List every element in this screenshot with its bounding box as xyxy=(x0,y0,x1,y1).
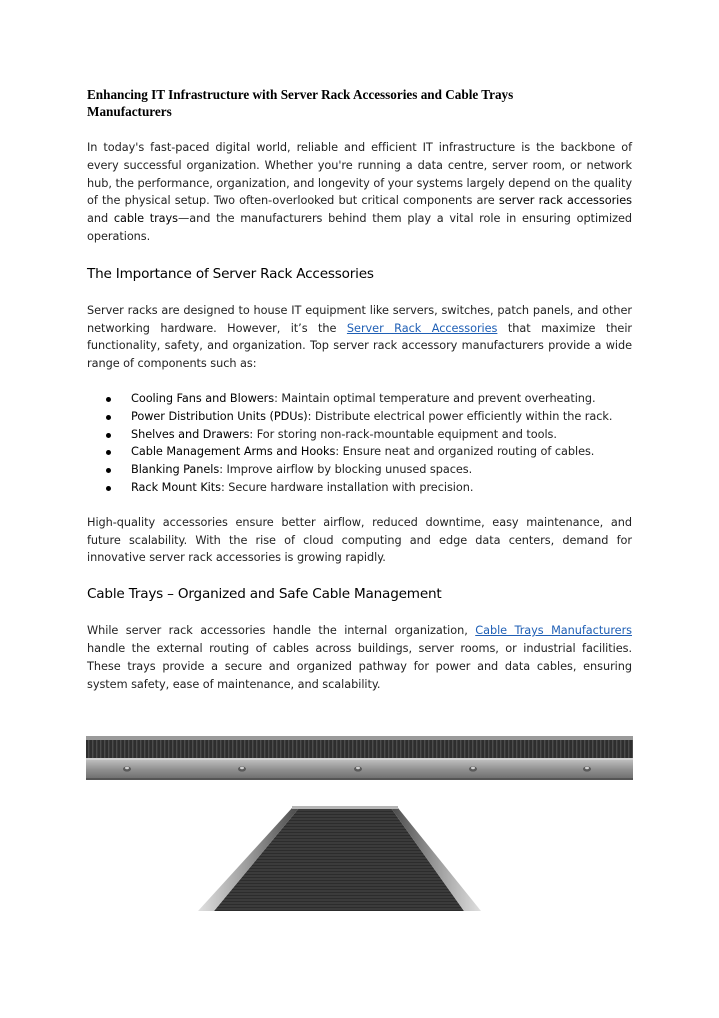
list-item-desc: : Ensure neat and organized routing of cables. xyxy=(335,445,595,459)
list-item xyxy=(87,479,632,497)
server-rack-accessories-link[interactable]: Server Rack Accessories xyxy=(346,321,498,335)
cable-trays-text-a: While server rack accessories handle the internal organization, xyxy=(87,624,476,638)
list-item xyxy=(87,408,632,426)
intro-text-1: In today's fast-paced digital world, reliable and efficient IT infrastructure is the backbone of every successful organization. Whether you're running a data centre, server room, or network hub, the performance, organization, and longevity of your systems largely depend on the quality of the physical setup. Two often-overlooked but critical components are xyxy=(87,141,632,208)
document-body xyxy=(87,86,632,693)
bullet-icon xyxy=(106,486,111,491)
heading-server-rack-accessories: The Importance of Server Rack Accessories xyxy=(87,265,374,282)
cable-trays-manufacturers-link[interactable]: Cable Trays Manufacturers xyxy=(475,624,632,638)
list-item-desc: : Secure hardware installation with precision. xyxy=(220,480,474,494)
cable-trays-text-b: handle the external routing of cables across buildings, server rooms, or industrial facilities. These trays provide a secure and organized pathway for power and data cables, ensuring system safety, ease of maintenance, and scalability. xyxy=(87,641,632,691)
server-racks-paragraph xyxy=(87,302,632,373)
list-item-desc: : For storing non-rack-mountable equipment and tools. xyxy=(249,427,557,441)
bullet-icon xyxy=(106,433,111,438)
list-item xyxy=(87,443,632,461)
list-item-desc: : Maintain optimal temperature and prevent overheating. xyxy=(274,391,596,405)
list-item-term: Rack Mount Kits xyxy=(131,480,221,494)
list-item-term: Blanking Panels xyxy=(131,463,220,477)
server-racks-text-a: Server racks are designed to house IT equipment like servers, switches, patch panels, and other networking hardware. However, it’s the xyxy=(87,303,632,335)
intro-text-2: and xyxy=(87,212,114,226)
bullet-icon xyxy=(106,468,111,473)
heading-cable-trays: Cable Trays – Organized and Safe Cable Management xyxy=(87,586,442,603)
bullet-icon xyxy=(106,415,111,420)
list-item-term: Cable Management Arms and Hooks xyxy=(131,445,336,459)
bullet-icon xyxy=(106,397,111,402)
bullet-icon xyxy=(106,450,111,455)
list-item xyxy=(87,461,632,479)
perspective-belt xyxy=(198,806,481,911)
intro-text-3: —and the manufacturers behind them play a vital role in ensuring optimized operations. xyxy=(87,212,632,243)
list-item xyxy=(87,390,632,408)
list-item-term: Cooling Fans and Blowers xyxy=(131,391,275,405)
term-cable-trays: cable trays xyxy=(113,212,179,226)
term-server-rack-accessories: server rack accessories xyxy=(498,194,632,208)
list-item-desc: : Improve airflow by blocking unused spaces. xyxy=(219,463,473,477)
top-belt xyxy=(86,736,633,780)
list-item xyxy=(87,426,632,444)
accessories-benefits-paragraph: High-quality accessories ensure better airflow, reduced downtime, easy maintenance, and future scalability. With the rise of cloud computing and edge data centers, demand for innovative server rack accessories is growing rapidly. xyxy=(87,515,632,565)
server-racks-text-b: that maximize their functionality, safety, and organization. Top server rack accessory manufacturers provide a wide range of components such as: xyxy=(87,321,633,371)
conveyor-belt-illustration xyxy=(86,736,633,914)
list-item-desc: : Distribute electrical power efficiently within the rack. xyxy=(307,409,613,423)
list-item-term: Shelves and Drawers xyxy=(131,427,250,441)
cable-trays-paragraph xyxy=(87,622,632,693)
list-item-term: Power Distribution Units (PDUs) xyxy=(131,409,308,423)
intro-paragraph xyxy=(87,139,632,246)
document-title: Enhancing IT Infrastructure with Server Rack Accessories and Cable Trays Manufacturers xyxy=(87,87,514,119)
accessories-list xyxy=(87,390,632,497)
